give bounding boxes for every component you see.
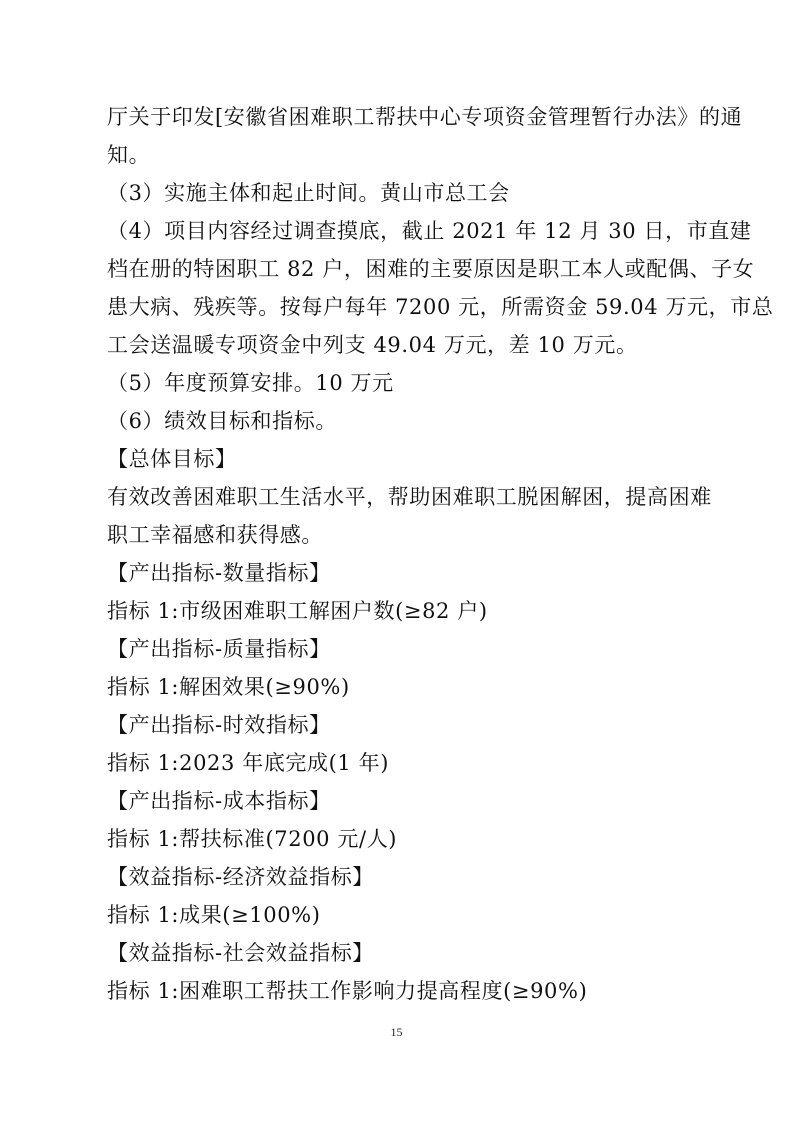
- body-line: 患大病、残疾等。按每户每年 7200 元，所需资金 59.04 万元，市总: [107, 295, 774, 319]
- body-line: 档在册的特困职工 82 户，困难的主要原因是职工本人或配偶、子女: [107, 257, 755, 281]
- body-line: 厅关于印发[安徽省困难职工帮扶中心专项资金管理暂行办法》的通: [107, 105, 743, 129]
- indicator-line: 指标 1:解困效果(≥90%): [107, 675, 350, 699]
- bracket-heading: 【产出指标-数量指标】: [107, 561, 331, 585]
- body-line: 职工幸福感和获得感。: [107, 523, 323, 547]
- indicator-line: 指标 1:成果(≥100%): [107, 903, 321, 927]
- bracket-heading: 【产出指标-时效指标】: [107, 713, 331, 737]
- bracket-heading: 【效益指标-经济效益指标】: [107, 865, 374, 889]
- section-heading: （5）年度预算安排。10 万元: [107, 371, 394, 395]
- indicator-line: 指标 1:帮扶标准(7200 元/人): [107, 827, 398, 851]
- bracket-heading: 【产出指标-质量指标】: [107, 637, 331, 661]
- bracket-heading: 【总体目标】: [107, 447, 237, 471]
- body-line: 工会送温暖专项资金中列支 49.04 万元，差 10 万元。: [107, 333, 638, 357]
- page-number: 15: [390, 1025, 403, 1039]
- body-line: 有效改善困难职工生活水平，帮助困难职工脱困解困，提高困难: [107, 485, 712, 509]
- indicator-line: 指标 1:2023 年底完成(1 年): [107, 751, 390, 775]
- body-line: 知。: [107, 143, 151, 167]
- section-heading: （6）绩效目标和指标。: [107, 409, 337, 433]
- bracket-heading: 【产出指标-成本指标】: [107, 789, 331, 813]
- bracket-heading: 【效益指标-社会效益指标】: [107, 941, 374, 965]
- section-heading: （4）项目内容经过调查摸底，截止 2021 年 12 月 30 日，市直建: [107, 219, 752, 243]
- section-heading: （3）实施主体和起止时间。黄山市总工会: [107, 181, 510, 205]
- indicator-line: 指标 1:市级困难职工解困户数(≥82 户): [107, 599, 488, 623]
- indicator-line: 指标 1:困难职工帮扶工作影响力提高程度(≥90%): [107, 979, 588, 1003]
